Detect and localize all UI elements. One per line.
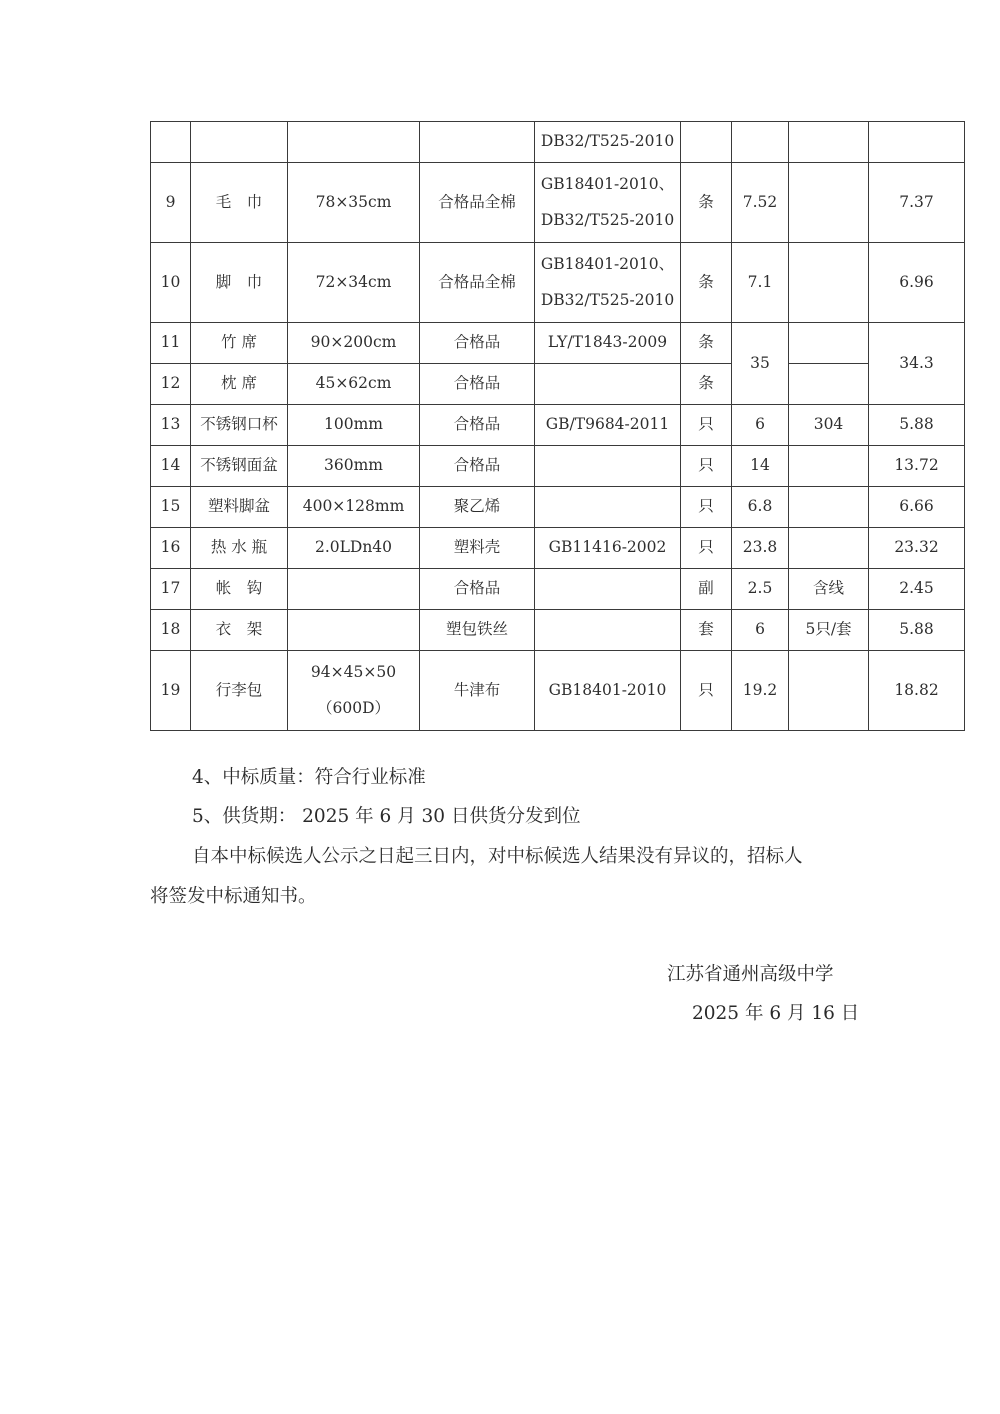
table-row [151, 569, 965, 610]
cell-spec: 90×200cm [288, 323, 420, 364]
cell-bid-price: 2.45 [869, 569, 965, 610]
cell-name [191, 122, 288, 163]
cell-unit: 只 [681, 405, 732, 446]
cell-no: 12 [151, 364, 191, 405]
signature-date: 2025 年 6 月 16 日 [692, 1003, 860, 1024]
cell-unit: 条 [681, 243, 732, 323]
cell-bid-price: 5.88 [869, 610, 965, 651]
bid-items-table [150, 121, 965, 731]
table-row [151, 364, 965, 405]
cell-price-merged: 35 [732, 323, 789, 405]
table-row [151, 610, 965, 651]
cell-note [789, 323, 869, 364]
cell-no: 9 [151, 163, 191, 243]
cell-price: 14 [732, 446, 789, 487]
cell-quality: 牛津布 [420, 651, 535, 731]
cell-unit: 套 [681, 610, 732, 651]
cell-name: 帐 钩 [191, 569, 288, 610]
cell-standard [535, 163, 681, 243]
cell-name: 脚 巾 [191, 243, 288, 323]
cell-standard [535, 364, 681, 405]
cell-no: 11 [151, 323, 191, 364]
cell-price [732, 122, 789, 163]
table-row [151, 163, 965, 243]
cell-standard [535, 569, 681, 610]
cell-quality: 合格品 [420, 405, 535, 446]
cell-standard [535, 487, 681, 528]
table-row [151, 323, 965, 364]
cell-standard: GB18401-2010 [535, 651, 681, 731]
cell-standard: LY/T1843-2009 [535, 323, 681, 364]
cell-quality: 聚乙烯 [420, 487, 535, 528]
cell-quality: 合格品 [420, 569, 535, 610]
cell-bid-price: 7.37 [869, 163, 965, 243]
cell-quality: 塑包铁丝 [420, 610, 535, 651]
cell-no: 19 [151, 651, 191, 731]
cell-spec: 400×128mm [288, 487, 420, 528]
cell-name: 塑料脚盆 [191, 487, 288, 528]
notice-paragraph-line-2: 将签发中标通知书。 [150, 886, 317, 907]
cell-note [789, 163, 869, 243]
spec-line: （600D） [316, 698, 390, 717]
cell-standard [535, 610, 681, 651]
cell-name: 竹 席 [191, 323, 288, 364]
cell-name: 枕 席 [191, 364, 288, 405]
cell-quality [420, 122, 535, 163]
table-row [151, 405, 965, 446]
cell-quality: 合格品 [420, 364, 535, 405]
cell-note [789, 122, 869, 163]
table-row [151, 528, 965, 569]
cell-name: 衣 架 [191, 610, 288, 651]
cell-bid-price: 18.82 [869, 651, 965, 731]
cell-spec: 78×35cm [288, 163, 420, 243]
cell-note [789, 651, 869, 731]
cell-quality: 合格品全棉 [420, 163, 535, 243]
standard-line: DB32/T525-2010 [540, 290, 675, 309]
cell-note: 含线 [789, 569, 869, 610]
table-row [151, 487, 965, 528]
cell-no: 13 [151, 405, 191, 446]
cell-quality: 合格品 [420, 323, 535, 364]
cell-bid-price: 6.66 [869, 487, 965, 528]
cell-name: 热 水 瓶 [191, 528, 288, 569]
cell-note [789, 487, 869, 528]
cell-standard [535, 243, 681, 323]
quality-clause: 4、中标质量：符合行业标准 [192, 767, 426, 788]
cell-quality: 塑料壳 [420, 528, 535, 569]
cell-price: 2.5 [732, 569, 789, 610]
cell-spec: 360mm [288, 446, 420, 487]
cell-unit: 只 [681, 528, 732, 569]
cell-spec [288, 610, 420, 651]
cell-standard: GB11416-2002 [535, 528, 681, 569]
cell-standard [535, 446, 681, 487]
cell-no: 10 [151, 243, 191, 323]
cell-bid-price [869, 122, 965, 163]
cell-spec [288, 651, 420, 731]
cell-no [151, 122, 191, 163]
cell-note [789, 364, 869, 405]
standard-line: DB32/T525-2010 [540, 210, 675, 229]
cell-quality: 合格品 [420, 446, 535, 487]
notice-paragraph-line-1: 自本中标候选人公示之日起三日内，对中标候选人结果没有异议的，招标人 [192, 846, 803, 867]
cell-bid-price: 13.72 [869, 446, 965, 487]
cell-spec: 2.0LDn40 [288, 528, 420, 569]
standard-line: GB18401-2010、 [540, 255, 675, 273]
cell-unit [681, 122, 732, 163]
cell-spec: 45×62cm [288, 364, 420, 405]
cell-spec [288, 569, 420, 610]
delivery-clause: 5、供货期： 2025 年 6 月 30 日供货分发到位 [192, 806, 581, 827]
cell-unit: 条 [681, 364, 732, 405]
cell-note [789, 446, 869, 487]
cell-no: 16 [151, 528, 191, 569]
cell-note: 5只/套 [789, 610, 869, 651]
table-row [151, 122, 965, 163]
cell-unit: 条 [681, 163, 732, 243]
signature-organization: 江苏省通州高级中学 [667, 964, 834, 985]
cell-spec [288, 122, 420, 163]
cell-bid-price: 23.32 [869, 528, 965, 569]
cell-price: 19.2 [732, 651, 789, 731]
cell-spec: 100mm [288, 405, 420, 446]
table-row [151, 243, 965, 323]
cell-name: 行李包 [191, 651, 288, 731]
spec-line: 94×45×50 [310, 663, 397, 681]
table-row [151, 446, 965, 487]
cell-bid-price: 5.88 [869, 405, 965, 446]
cell-no: 18 [151, 610, 191, 651]
cell-standard: GB/T9684-2011 [535, 405, 681, 446]
cell-unit: 副 [681, 569, 732, 610]
cell-quality: 合格品全棉 [420, 243, 535, 323]
cell-note [789, 243, 869, 323]
cell-no: 17 [151, 569, 191, 610]
cell-unit: 只 [681, 446, 732, 487]
cell-note: 304 [789, 405, 869, 446]
cell-no: 15 [151, 487, 191, 528]
cell-unit: 只 [681, 651, 732, 731]
cell-price: 7.1 [732, 243, 789, 323]
cell-name: 不锈钢面盆 [191, 446, 288, 487]
cell-price: 6 [732, 405, 789, 446]
cell-unit: 条 [681, 323, 732, 364]
cell-bid-price: 6.96 [869, 243, 965, 323]
cell-unit: 只 [681, 487, 732, 528]
cell-spec: 72×34cm [288, 243, 420, 323]
cell-name: 毛 巾 [191, 163, 288, 243]
cell-price: 6 [732, 610, 789, 651]
cell-price: 7.52 [732, 163, 789, 243]
cell-bid-price-merged: 34.3 [869, 323, 965, 405]
cell-standard: DB32/T525-2010 [535, 122, 681, 163]
cell-no: 14 [151, 446, 191, 487]
cell-price: 23.8 [732, 528, 789, 569]
cell-name: 不锈钢口杯 [191, 405, 288, 446]
table-row [151, 651, 965, 731]
standard-line: GB18401-2010、 [540, 175, 675, 193]
cell-price: 6.8 [732, 487, 789, 528]
cell-note [789, 528, 869, 569]
